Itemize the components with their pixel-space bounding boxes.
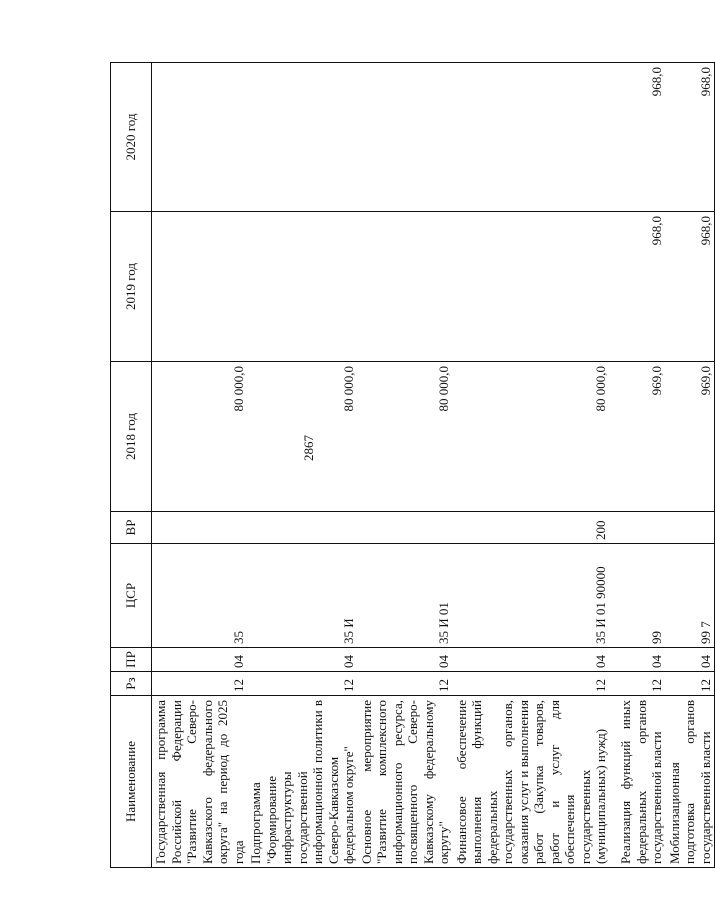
row-vr: 200	[453, 512, 610, 544]
row-csr: 99	[610, 544, 666, 648]
row-2020: 968,0	[666, 63, 715, 212]
row-name: Реализация функций иных федеральных органов государственной власти	[610, 696, 666, 868]
row-rz: 12	[247, 672, 358, 696]
header-csr: ЦСР	[111, 544, 152, 648]
row-pr: 04	[358, 648, 453, 672]
header-name: Наименование	[111, 696, 152, 868]
header-2019: 2019 год	[111, 212, 152, 362]
header-rz: Рз	[111, 672, 152, 696]
table-row	[666, 63, 715, 868]
row-2018: 80 000,0	[358, 362, 453, 512]
row-rz: 12	[358, 672, 453, 696]
row-pr: 04	[610, 648, 666, 672]
rotated-table-container	[110, 63, 713, 868]
row-rz: 12	[152, 672, 248, 696]
row-vr	[358, 512, 453, 544]
row-2020	[247, 63, 358, 212]
row-csr: 35	[152, 544, 248, 648]
row-csr: 35 И 01 90000	[453, 544, 610, 648]
table-row	[610, 63, 666, 868]
row-2020	[152, 63, 248, 212]
row-2018: 80 000,0	[453, 362, 610, 512]
row-2019	[358, 212, 453, 362]
row-2018: 969,0	[666, 362, 715, 512]
row-pr: 04	[453, 648, 610, 672]
row-2019	[247, 212, 358, 362]
page-number: 2867	[301, 435, 316, 461]
row-rz: 12	[453, 672, 610, 696]
row-2018: 969,0	[610, 362, 666, 512]
row-2019: 968,0	[610, 212, 666, 362]
row-name: Мобилизационная подготовка органов государственной власти	[666, 696, 715, 868]
table-row	[358, 63, 453, 868]
table-row	[152, 63, 248, 868]
row-vr	[152, 512, 248, 544]
header-pr: ПР	[111, 648, 152, 672]
budget-table	[110, 62, 715, 868]
row-name: Основное мероприятие "Развитие комплексного информационного ресурса, посвященного Северо-Кавказскому федеральному округу"	[358, 696, 453, 868]
row-vr	[666, 512, 715, 544]
row-2020	[358, 63, 453, 212]
header-vr: ВР	[111, 512, 152, 544]
row-pr: 04	[247, 648, 358, 672]
row-2018: 80 000,0	[152, 362, 248, 512]
row-csr: 99 7	[666, 544, 715, 648]
row-2019	[152, 212, 248, 362]
table-row	[453, 63, 610, 868]
row-vr	[610, 512, 666, 544]
row-2020: 968,0	[610, 63, 666, 212]
table-header-row	[111, 63, 152, 868]
row-rz: 12	[666, 672, 715, 696]
row-csr: 35 И	[247, 544, 358, 648]
row-2019	[453, 212, 610, 362]
header-2020: 2020 год	[111, 63, 152, 212]
row-2020	[453, 63, 610, 212]
header-2018: 2018 год	[111, 362, 152, 512]
row-name: Финансовое обеспечение выполнения функций федеральных государственных органов, оказания услуг и выполнения работ (Закупка товаров, работ и услуг для обеспечения государственных (муниципальных) нужд)	[453, 696, 610, 868]
row-csr: 35 И 01	[358, 544, 453, 648]
row-vr	[247, 512, 358, 544]
row-name: Подпрограмма "Формирование инфраструктуры государственной информационной политики в Северо-Кавказском федеральном округе"	[247, 696, 358, 868]
row-name: Государственная программа Российской Федерации "Развитие Северо-Кавказского федерального округа" на период до 2025 года	[152, 696, 248, 868]
row-2019: 968,0	[666, 212, 715, 362]
row-pr: 04	[666, 648, 715, 672]
row-2018: 80 000,0	[247, 362, 358, 512]
row-pr: 04	[152, 648, 248, 672]
row-rz: 12	[610, 672, 666, 696]
table-row	[247, 63, 358, 868]
